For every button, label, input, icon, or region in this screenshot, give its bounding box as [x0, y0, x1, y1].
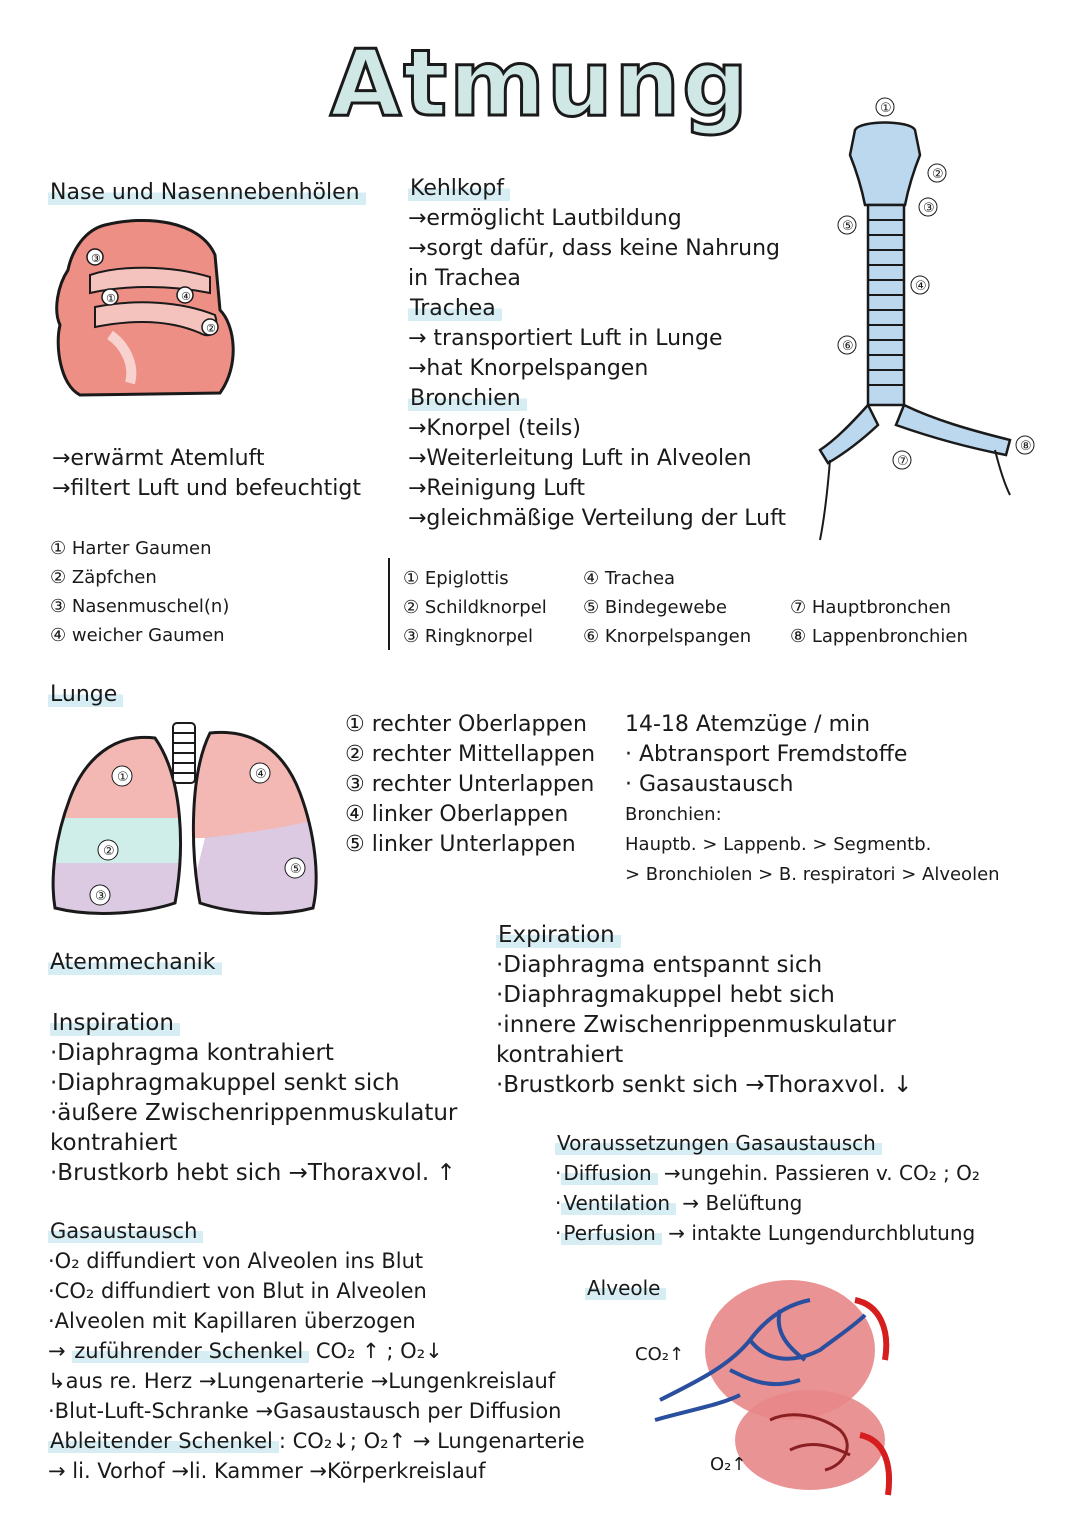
- legend-item: ② rechter Mittellappen: [345, 742, 596, 767]
- lung-diagram: [45, 718, 325, 918]
- nose-label-2: ②: [206, 322, 216, 335]
- text-line: · Gasaustausch: [625, 772, 794, 797]
- text-line: ·Brustkorb senkt sich →Thoraxvol. ↓: [496, 1072, 913, 1098]
- text-line: kontrahiert: [50, 1130, 178, 1156]
- text-line: ↳aus re. Herz →Lungenarterie →Lungenkreislauf: [48, 1369, 556, 1393]
- alveolus-lower: [735, 1390, 885, 1490]
- trachea-heading: Trachea: [408, 294, 786, 324]
- nose-label-1: ①: [106, 292, 116, 305]
- expiration-heading: Expiration: [496, 920, 912, 950]
- bronchien-heading: Bronchien: [408, 384, 786, 414]
- text-line: →erwärmt Atemluft: [52, 446, 265, 471]
- text-line: →Reinigung Luft: [408, 476, 586, 501]
- text-line: ·Blut-Luft-Schranke →Gasaustausch per Diffusion: [48, 1399, 562, 1423]
- left-bronchus: [820, 405, 878, 463]
- legend-item: ① Epiglottis: [403, 568, 509, 589]
- legend-item: ③ Ringknorpel: [403, 626, 533, 647]
- gasaustausch-heading: Gasaustausch: [48, 1216, 585, 1246]
- legend-item: ⑤ linker Unterlappen: [345, 832, 576, 857]
- svg-text:②: ②: [932, 167, 944, 182]
- list-item: · Diffusion →ungehin. Passieren v. CO₂ ; O₂: [555, 1161, 980, 1185]
- bronchiole: [820, 460, 830, 540]
- nase-heading: Nase und Nasennebenhölen: [48, 180, 366, 205]
- trachea-legend-col3: [790, 593, 968, 651]
- nase-functions: [52, 444, 361, 504]
- text-line: > Bronchiolen > B. respiratori > Alveolen: [625, 864, 1000, 885]
- list-item: · Perfusion → intakte Lungendurchblutung: [555, 1221, 976, 1245]
- text-line: ·Diaphragma kontrahiert: [50, 1040, 334, 1066]
- text-line: ·Diaphragmakuppel hebt sich: [496, 982, 835, 1008]
- text-line: kontrahiert: [496, 1042, 624, 1068]
- text-line: · Abtransport Fremdstoffe: [625, 742, 908, 767]
- trachea-legend-col2: [583, 564, 751, 651]
- svg-text:①: ①: [117, 770, 129, 785]
- text-line: 14-18 Atemzüge / min: [625, 712, 871, 737]
- list-item: · Ventilation → Belüftung: [555, 1191, 803, 1215]
- right-bronchus: [896, 405, 1010, 455]
- text-line: →hat Knorpelspangen: [408, 356, 649, 381]
- text-line: Ableitender Schenkel : CO₂↓; O₂↑ → Lungenarterie: [50, 1429, 585, 1453]
- lunge-heading: Lunge: [48, 682, 123, 707]
- svg-text:③: ③: [923, 201, 935, 216]
- legend-item: ④ linker Oberlappen: [345, 802, 569, 827]
- text-line: → transportiert Luft in Lunge: [408, 326, 723, 351]
- text-line: → zuführender Schenkel CO₂ ↑ ; O₂↓: [48, 1339, 443, 1363]
- right-lung: [45, 718, 185, 918]
- legend-item: ① rechter Oberlappen: [345, 712, 587, 737]
- legend-item: ⑦ Hauptbronchen: [790, 597, 951, 618]
- text-line: →sorgt dafür, dass keine Nahrung: [408, 236, 780, 261]
- legend-item: ⑤ Bindegewebe: [583, 597, 727, 618]
- alveole-heading: Alveole: [585, 1276, 666, 1300]
- svg-text:③: ③: [95, 889, 107, 904]
- legend-item: ⑧ Lappenbronchien: [790, 626, 968, 647]
- o2-label: O₂↑: [710, 1454, 747, 1475]
- bronchiole: [995, 450, 1010, 495]
- text-line: ·äußere Zwischenrippenmuskulatur: [50, 1100, 458, 1126]
- nase-legend: [50, 534, 229, 650]
- svg-text:①: ①: [880, 101, 892, 116]
- text-line: →filtert Luft und befeuchtigt: [52, 476, 361, 501]
- legend-item: ③ rechter Unterlappen: [345, 772, 595, 797]
- inspiration-block: [50, 1008, 457, 1188]
- gasaustausch-block: [48, 1216, 585, 1486]
- left-lung: [185, 718, 325, 918]
- alveole-diagram: [630, 1270, 910, 1510]
- voraussetzungen-heading: Voraussetzungen Gasaustausch: [555, 1128, 980, 1158]
- text-line: ·CO₂ diffundiert von Blut in Alveolen: [48, 1279, 427, 1303]
- lung-trachea: [173, 723, 195, 783]
- text-line: Hauptb. > Lappenb. > Segmentb.: [625, 834, 932, 855]
- nose-label-4: ④: [181, 290, 191, 303]
- svg-text:④: ④: [915, 279, 927, 294]
- text-line: →Knorpel (teils): [408, 416, 581, 441]
- text-line: →gleichmäßige Verteilung der Luft: [408, 506, 787, 531]
- lung-lobes-list: [345, 710, 595, 860]
- atemmechanik-heading: Atemmechanik: [48, 950, 222, 975]
- text-line: in Trachea: [408, 266, 521, 291]
- expiration-block: [496, 920, 912, 1100]
- inspiration-heading: Inspiration: [50, 1008, 457, 1038]
- text-line: ·O₂ diffundiert von Alveolen ins Blut: [48, 1249, 424, 1273]
- text-line: ·innere Zwischenrippenmuskulatur: [496, 1012, 896, 1038]
- trachea-legend-col1: [403, 564, 547, 651]
- text-line: ·Diaphragmakuppel senkt sich: [50, 1070, 400, 1096]
- nose-diagram: [50, 215, 245, 405]
- legend-item: ① Harter Gaumen: [50, 538, 212, 559]
- trachea-diagram: [800, 95, 1040, 565]
- text-line: ·Alveolen mit Kapillaren überzogen: [48, 1309, 416, 1333]
- page-title: Atmung: [330, 30, 750, 137]
- legend-item: ⑥ Knorpelspangen: [583, 626, 752, 647]
- kehlkopf-heading: Kehlkopf: [408, 174, 786, 204]
- svg-text:⑤: ⑤: [290, 862, 302, 877]
- svg-text:②: ②: [103, 844, 115, 859]
- legend-item: ② Schildknorpel: [403, 597, 547, 618]
- text-line: → li. Vorhof →li. Kammer →Körperkreislauf: [48, 1459, 486, 1483]
- text-line: Bronchien:: [625, 804, 722, 825]
- larynx: [850, 123, 920, 206]
- nose-label-3: ③: [91, 252, 101, 265]
- svg-text:④: ④: [255, 767, 267, 782]
- divider: [388, 558, 390, 650]
- text-line: ·Brustkorb hebt sich →Thoraxvol. ↑: [50, 1160, 456, 1186]
- svg-text:⑤: ⑤: [842, 219, 854, 234]
- lung-facts: [625, 710, 1000, 890]
- text-line: ·Diaphragma entspannt sich: [496, 952, 823, 978]
- svg-text:⑦: ⑦: [897, 454, 909, 469]
- svg-text:⑥: ⑥: [842, 339, 854, 354]
- text-line: →Weiterleitung Luft in Alveolen: [408, 446, 752, 471]
- legend-item: ③ Nasenmuschel(n): [50, 596, 230, 617]
- kehlkopf-block: [408, 174, 786, 534]
- svg-text:⑧: ⑧: [1020, 439, 1032, 454]
- text-line: →ermöglicht Lautbildung: [408, 206, 682, 231]
- legend-item: ④ Trachea: [583, 568, 676, 589]
- co2-label: CO₂↑: [635, 1344, 685, 1365]
- legend-item: ④ weicher Gaumen: [50, 625, 225, 646]
- voraussetzungen-block: [555, 1128, 980, 1248]
- legend-item: ② Zäpfchen: [50, 567, 157, 588]
